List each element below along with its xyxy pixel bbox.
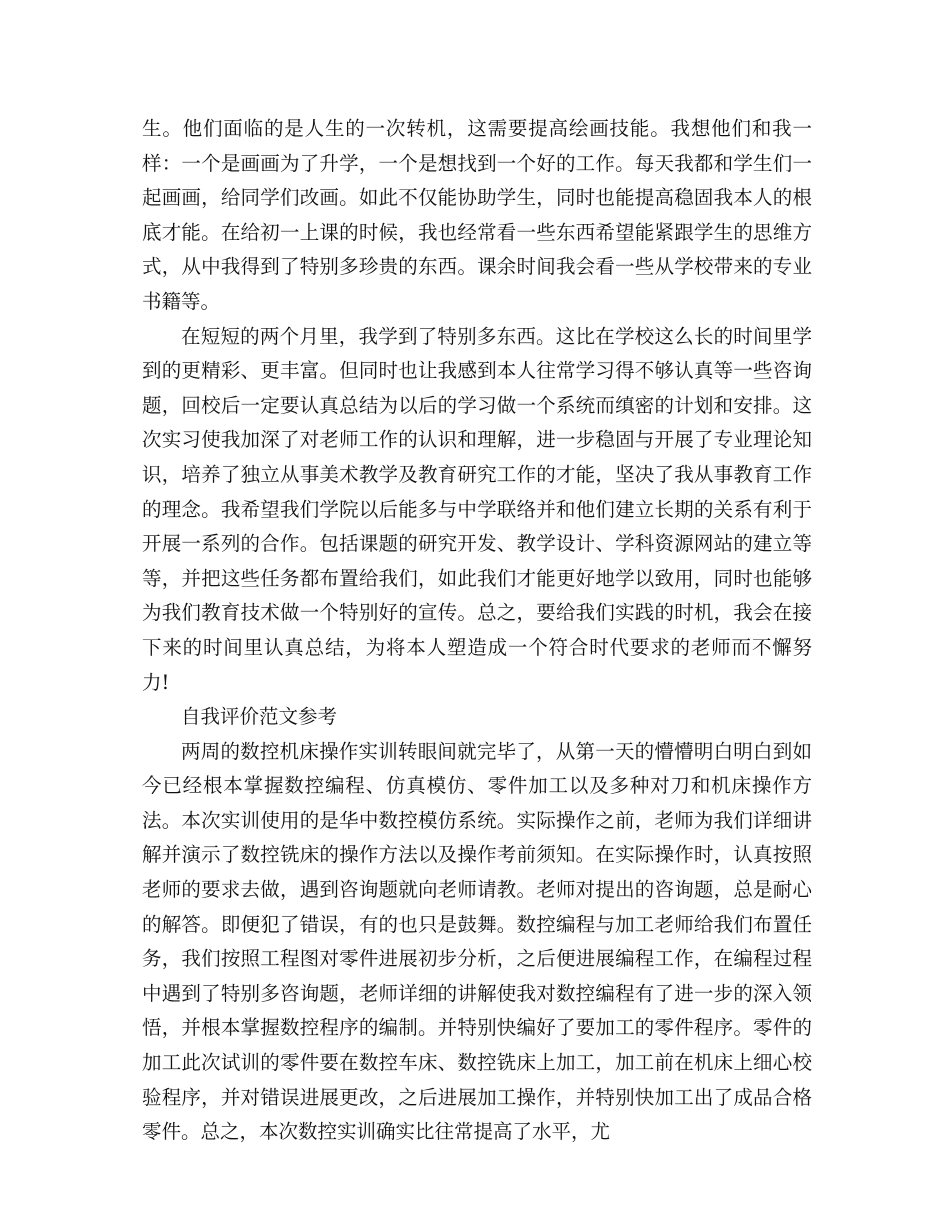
paragraph-continuation: 生。他们面临的是人生的一次转机，这需要提高绘画技能。我想他们和我一样：一个是画画为了升学，一个是想找到一个好的工作。每天我都和学生们一起画画，给同学们改画。如此不仅能协助学生，同时也能提高稳固我本人的根底才能。在给初一上课的时候，我也经常看一些东西希望能紧跟学生的思维方式，从中我得到了特别多珍贵的东西。课余时间我会看一些从学校带来的专业书籍等。 [142, 117, 812, 313]
section-heading: 自我评价范文参考 [181, 705, 338, 729]
paragraph-summary: 在短短的两个月里，我学到了特别多东西。这比在学校这么长的时间里学到的更精彩、更丰富。但同时也让我感到本人往常学习得不够认真等一些咨询题，回校后一定要认真总结为以后的学习做一个系统而缜密的计划和安排。这次实习使我加深了对老师工作的认识和理解，进一步稳固与开展了专业理论知识，培养了独立从事美术教学及教育研究工作的才能，坚决了我从事教育工作的理念。我希望我们学院以后能多与中学联络并和他们建立长期的关系有利于开展一系列的合作。包括课题的研究开发、教学设计、学科资源网站的建立等等，并把这些任务都布置给我们，如此我们才能更好地学以致用，同时也能够为我们教育技术做一个特别好的宣传。总之，要给我们实践的时机，我会在接下来的时间里认真总结，为将本人塑造成一个符合时代要求的老师而不懈努力! [142, 324, 812, 694]
document-page [142, 112, 812, 1150]
paragraph-cnc-training: 两周的数控机床操作实训转眼间就完毕了，从第一天的懵懵明白明白到如今已经根本掌握数控编程、仿真模仿、零件加工以及多种对刀和机床操作方法。本次实训使用的是华中数控模仿系统。实际操作之前，老师为我们详细讲解并演示了数控铣床的操作方法以及操作考前须知。在实际操作时，认真按照老师的要求去做，遇到咨询题就向老师请教。老师对提出的咨询题，总是耐心的解答。即便犯了错误，有的也只是鼓舞。数控编程与加工老师给我们布置任务，我们按照工程图对零件进展初步分析，之后便进展编程工作，在编程过程中遇到了特别多咨询题，老师详细的讲解使我对数控编程有了进一步的深入领悟，并根本掌握数控程序的编制。并特别快编好了要加工的零件程序。零件的加工此次试训的零件要在数控车床、数控铣床上加工，加工前在机床上细心校验程序，并对错误进展更改，之后进展加工操作，并特别快加工出了成品合格零件。总之，本次数控实训确实比往常提高了水平，尤 [142, 739, 812, 1144]
